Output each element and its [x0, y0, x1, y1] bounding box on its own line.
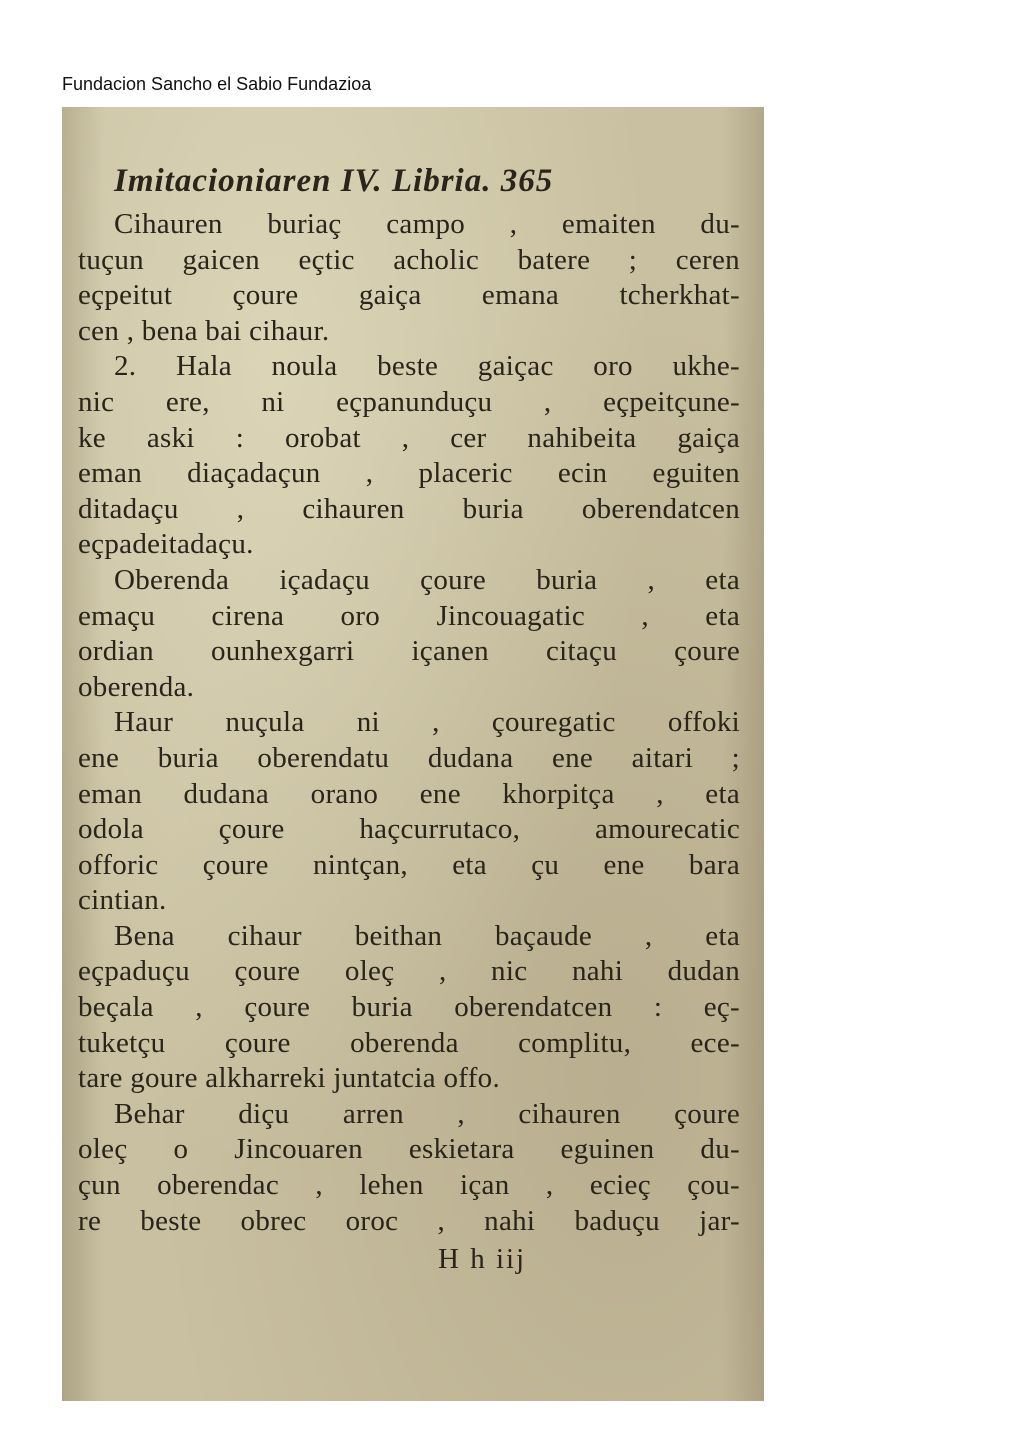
- text-line: beçala , çoure buria oberendatcen : eç-: [78, 991, 740, 1024]
- text-line: eman diaçadaçun , placeric ecin eguiten: [78, 457, 740, 490]
- text-line: 2. Hala noula beste gaiçac oro ukhe-: [114, 350, 740, 383]
- text-line: Bena cihaur beithan baçaude , eta: [114, 919, 740, 952]
- page-text-block: [78, 161, 740, 1277]
- text-line: Cihauren buriaç campo , emaiten du-: [114, 208, 740, 240]
- text-lines: [78, 207, 740, 1239]
- document-source-label: Fundacion Sancho el Sabio Fundazioa: [62, 74, 372, 94]
- text-line: cen , bena bai cihaur.: [78, 314, 330, 347]
- text-line: eçpaduçu çoure oleç , nic nahi dudan: [78, 955, 740, 988]
- text-line: Behar diçu arren , cihauren çoure: [114, 1097, 740, 1130]
- text-line: tare goure alkharreki juntatcia offo.: [78, 1062, 501, 1095]
- text-line: Oberenda içadaçu çoure buria , eta: [114, 563, 740, 596]
- book-page-scan: [62, 107, 764, 1401]
- text-line: tuketçu çoure oberenda complitu, ece-: [78, 1026, 740, 1059]
- text-line: ke aski : orobat , cer nahibeita gaiça: [78, 421, 740, 454]
- text-line: ordian ounhexgarri içanen citaçu çoure: [78, 635, 740, 668]
- text-line: cintian.: [78, 884, 167, 917]
- text-line: ene buria oberendatu dudana ene aitari ;: [78, 741, 740, 774]
- text-line: çun oberendac , lehen içan , ecieç çou-: [78, 1169, 740, 1202]
- text-line: eman dudana orano ene khorpitça , eta: [78, 777, 740, 810]
- text-line: offoric çoure nintçan, eta çu ene bara: [78, 848, 740, 881]
- signature-mark: H h iij: [438, 1243, 527, 1276]
- text-line: emaçu cirena oro Jincouagatic , eta: [78, 599, 740, 632]
- text-line: tuçun gaicen eçtic acholic batere ; ceren: [78, 243, 740, 276]
- text-line: odola çoure haçcurrutaco, amourecatic: [78, 813, 740, 846]
- text-line: oleç o Jincouaren eskietara eguinen du-: [78, 1133, 740, 1166]
- running-head: Imitacioniaren IV. Libria. 365: [114, 163, 554, 199]
- text-line: Haur nuçula ni , çouregatic offoki: [114, 706, 740, 739]
- text-line: ditadaçu , cihauren buria oberendatcen: [78, 492, 740, 525]
- text-line: re beste obrec oroc , nahi baduçu jar-: [78, 1204, 740, 1237]
- text-line: eçpadeitadaçu.: [78, 528, 254, 561]
- text-line: nic ere, ni eçpanunduçu , eçpeitçune-: [78, 385, 740, 418]
- text-line: eçpeitut çoure gaiça emana tcherkhat-: [78, 279, 740, 312]
- text-line: oberenda.: [78, 670, 195, 703]
